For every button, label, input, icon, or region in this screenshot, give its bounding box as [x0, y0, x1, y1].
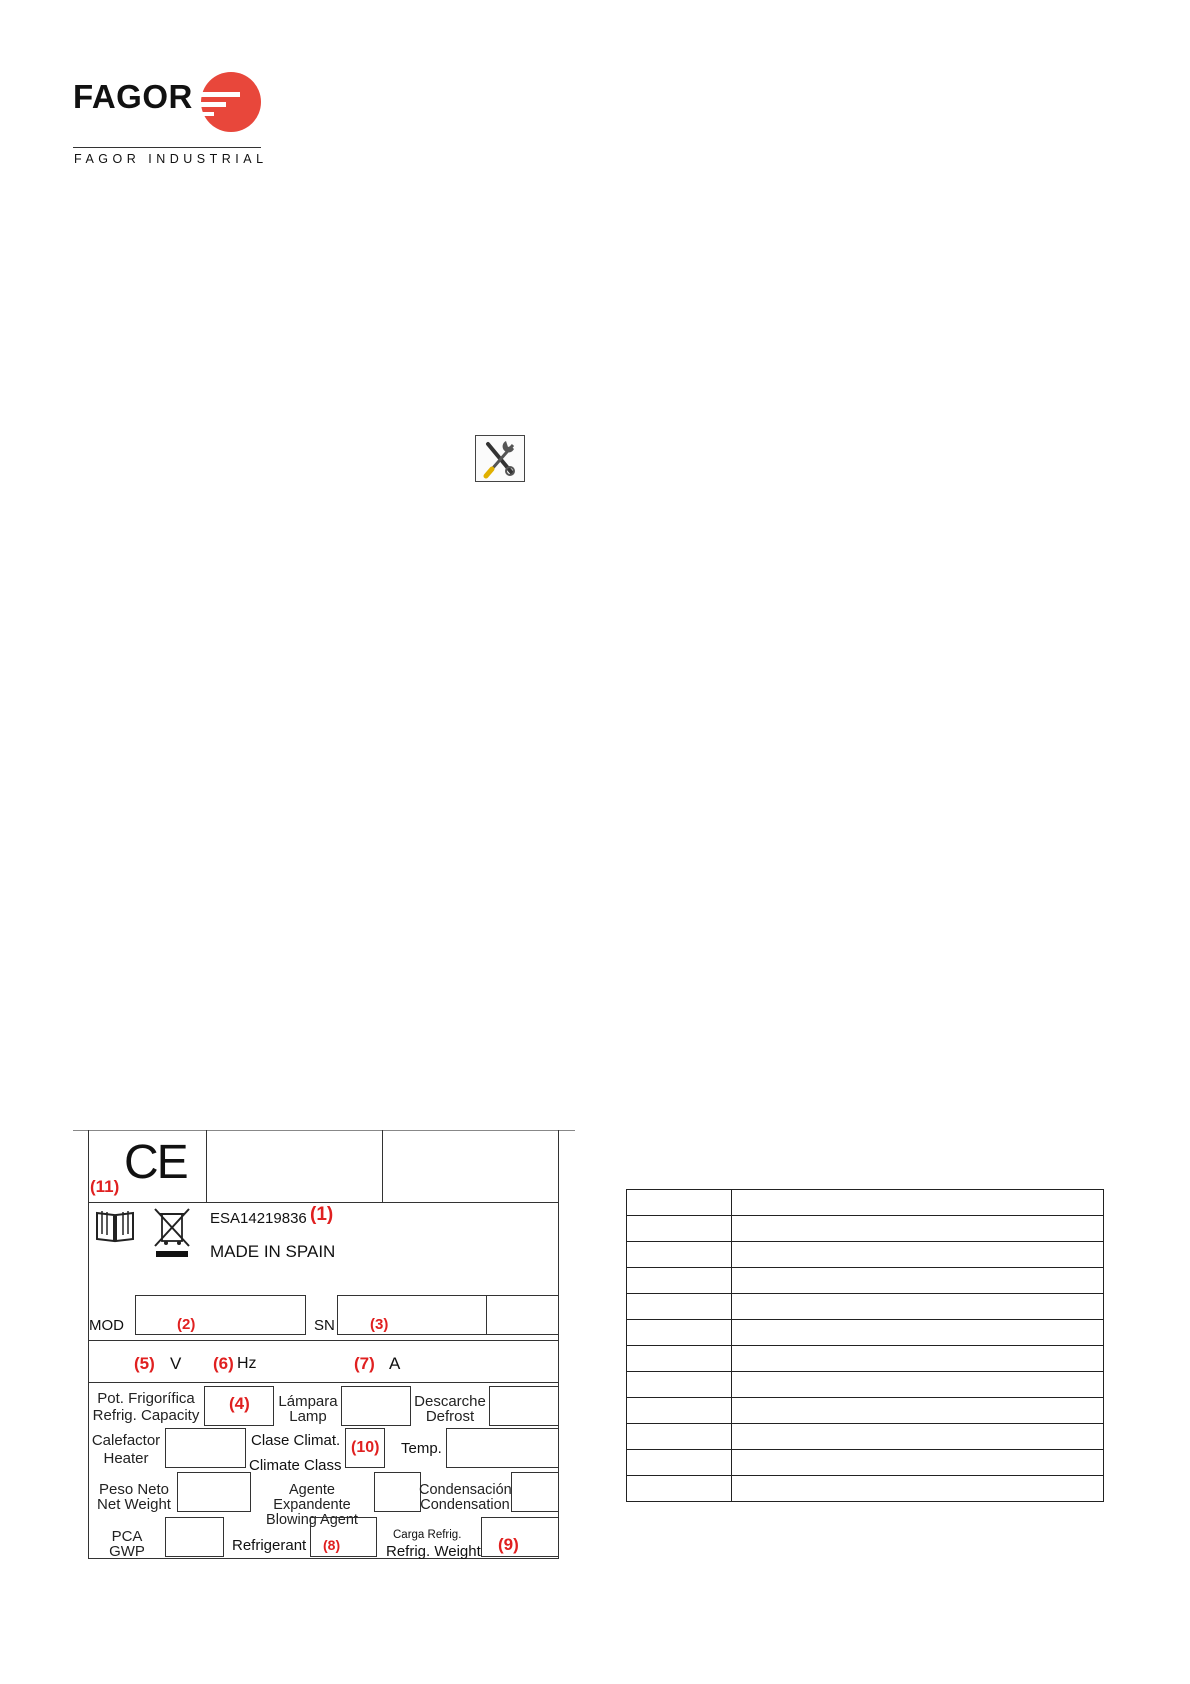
mod-label: MOD: [89, 1317, 124, 1334]
table-row: [627, 1242, 1104, 1268]
gwp-label: [100, 1529, 154, 1559]
refrigerant-callout: (8): [323, 1537, 341, 1553]
table-cell: [627, 1424, 732, 1450]
table-cell: [627, 1398, 732, 1424]
table-cell: [627, 1372, 732, 1398]
heater-label: [90, 1433, 162, 1466]
table-cell: [732, 1242, 1104, 1268]
defrost-label: [411, 1394, 489, 1424]
ce-mark: CE: [124, 1136, 187, 1189]
weight-label: [92, 1482, 176, 1512]
refrigerant-field: [310, 1517, 377, 1557]
voltage-callout: (5): [134, 1354, 155, 1373]
brand-subtitle: FAGOR INDUSTRIAL: [74, 152, 268, 166]
table-cell: [732, 1476, 1104, 1502]
capacity-label-en: Refrig. Capacity: [92, 1407, 200, 1424]
lamp-label-es: Lámpara: [278, 1393, 338, 1410]
gwp-label-en: GWP: [109, 1543, 145, 1560]
nameplate-divider: [206, 1130, 207, 1202]
table-cell: [627, 1242, 732, 1268]
table-cell: [732, 1450, 1104, 1476]
mod-field: [135, 1295, 306, 1335]
table-cell: [627, 1268, 732, 1294]
lamp-label-en: Lamp: [289, 1408, 327, 1425]
extra-field: [486, 1295, 559, 1335]
condensation-field: [511, 1472, 559, 1512]
refrigerant-label: Refrigerant: [232, 1537, 307, 1554]
nameplate-bottom-edge: [88, 1558, 559, 1559]
table-cell: [627, 1190, 732, 1216]
heater-label-es: Calefactor: [91, 1432, 161, 1449]
table-cell: [732, 1424, 1104, 1450]
climate-callout: (10): [351, 1439, 380, 1456]
capacity-label-es: Pot. Frigorífica: [97, 1390, 195, 1407]
table-row: [627, 1372, 1104, 1398]
table-row: [627, 1476, 1104, 1502]
open-book-icon: [94, 1208, 136, 1244]
blowing-label-es: Agente Expandente: [273, 1482, 351, 1513]
temp-label: Temp.: [401, 1440, 442, 1457]
table-row: [627, 1424, 1104, 1450]
table-cell: [627, 1320, 732, 1346]
defrost-label-es: Descarche: [414, 1393, 486, 1410]
heater-field: [165, 1428, 246, 1468]
table-cell: [627, 1216, 732, 1242]
table-cell: [627, 1450, 732, 1476]
freq-unit: Hz: [237, 1355, 257, 1372]
weight-label-en: Net Weight: [97, 1496, 171, 1513]
defrost-field: [489, 1386, 559, 1426]
temp-field: [446, 1428, 559, 1468]
table-cell: [732, 1294, 1104, 1320]
table-row: [627, 1320, 1104, 1346]
table-cell: [627, 1476, 732, 1502]
lamp-field: [341, 1386, 411, 1426]
table-cell: [732, 1346, 1104, 1372]
table-cell: [732, 1216, 1104, 1242]
table-cell: [732, 1398, 1104, 1424]
voltage-unit: V: [170, 1354, 182, 1373]
blowing-field: [374, 1472, 421, 1512]
table-cell: [732, 1190, 1104, 1216]
table-row: [627, 1294, 1104, 1320]
product-code: ESA14219836: [210, 1210, 307, 1227]
table-row: [627, 1450, 1104, 1476]
sn-label: SN: [314, 1317, 335, 1334]
table-cell: [627, 1294, 732, 1320]
lamp-label: [276, 1394, 340, 1424]
sn-field: [337, 1295, 487, 1335]
charge-callout: (9): [498, 1535, 519, 1554]
blowing-label-en: Blowing Agent: [266, 1512, 358, 1528]
table-row: [627, 1268, 1104, 1294]
table-cell: [732, 1372, 1104, 1398]
ce-callout: (11): [90, 1177, 120, 1196]
code-callout: (1): [310, 1204, 334, 1225]
table-cell: [732, 1320, 1104, 1346]
gwp-field: [165, 1517, 224, 1557]
mod-callout: (2): [177, 1316, 196, 1333]
nameplate-top-rule: [73, 1130, 575, 1131]
capacity-label: [90, 1391, 202, 1423]
nameplate-divider: [382, 1130, 383, 1202]
condensation-label-es: Condensación: [419, 1482, 512, 1498]
climate-label-es: Clase Climat.: [251, 1432, 341, 1449]
gwp-label-es: PCA: [111, 1528, 143, 1545]
charge-label-es: Carga Refrig.: [393, 1529, 462, 1541]
tools-icon-frame: [475, 435, 525, 482]
current-callout: (7): [354, 1354, 375, 1373]
freq-callout: (6): [213, 1354, 234, 1373]
table-row: [627, 1346, 1104, 1372]
nameplate-row-line: [88, 1340, 559, 1341]
wrench-screwdriver-icon: [476, 436, 524, 481]
condensation-label: [419, 1483, 511, 1513]
charge-label-en: Refrig. Weight: [386, 1543, 481, 1560]
table-row: [627, 1190, 1104, 1216]
brand-emblem-icon: [200, 71, 262, 133]
legend-table: [626, 1189, 1104, 1502]
made-in-label: MADE IN SPAIN: [210, 1242, 336, 1261]
climate-label-en: Climate Class: [249, 1457, 342, 1474]
sn-callout: (3): [370, 1316, 389, 1333]
table-cell: [732, 1268, 1104, 1294]
condensation-label-en: Condensation: [420, 1497, 510, 1513]
weight-label-es: Peso Neto: [98, 1481, 170, 1498]
table-cell: [627, 1346, 732, 1372]
crossed-bin-icon: [152, 1206, 192, 1258]
current-unit: A: [389, 1354, 401, 1373]
table-row: [627, 1216, 1104, 1242]
defrost-label-en: Defrost: [425, 1408, 475, 1425]
logo-divider: [73, 147, 261, 148]
table-row: [627, 1398, 1104, 1424]
nameplate-row-line: [88, 1202, 559, 1203]
charge-field: [481, 1517, 559, 1557]
brand-wordmark: FAGOR: [73, 78, 193, 115]
nameplate-left-edge: [88, 1130, 89, 1559]
weight-field: [177, 1472, 251, 1512]
heater-label-en: Heater: [103, 1450, 149, 1467]
capacity-callout: (4): [229, 1394, 250, 1413]
nameplate-row-line: [88, 1382, 559, 1383]
